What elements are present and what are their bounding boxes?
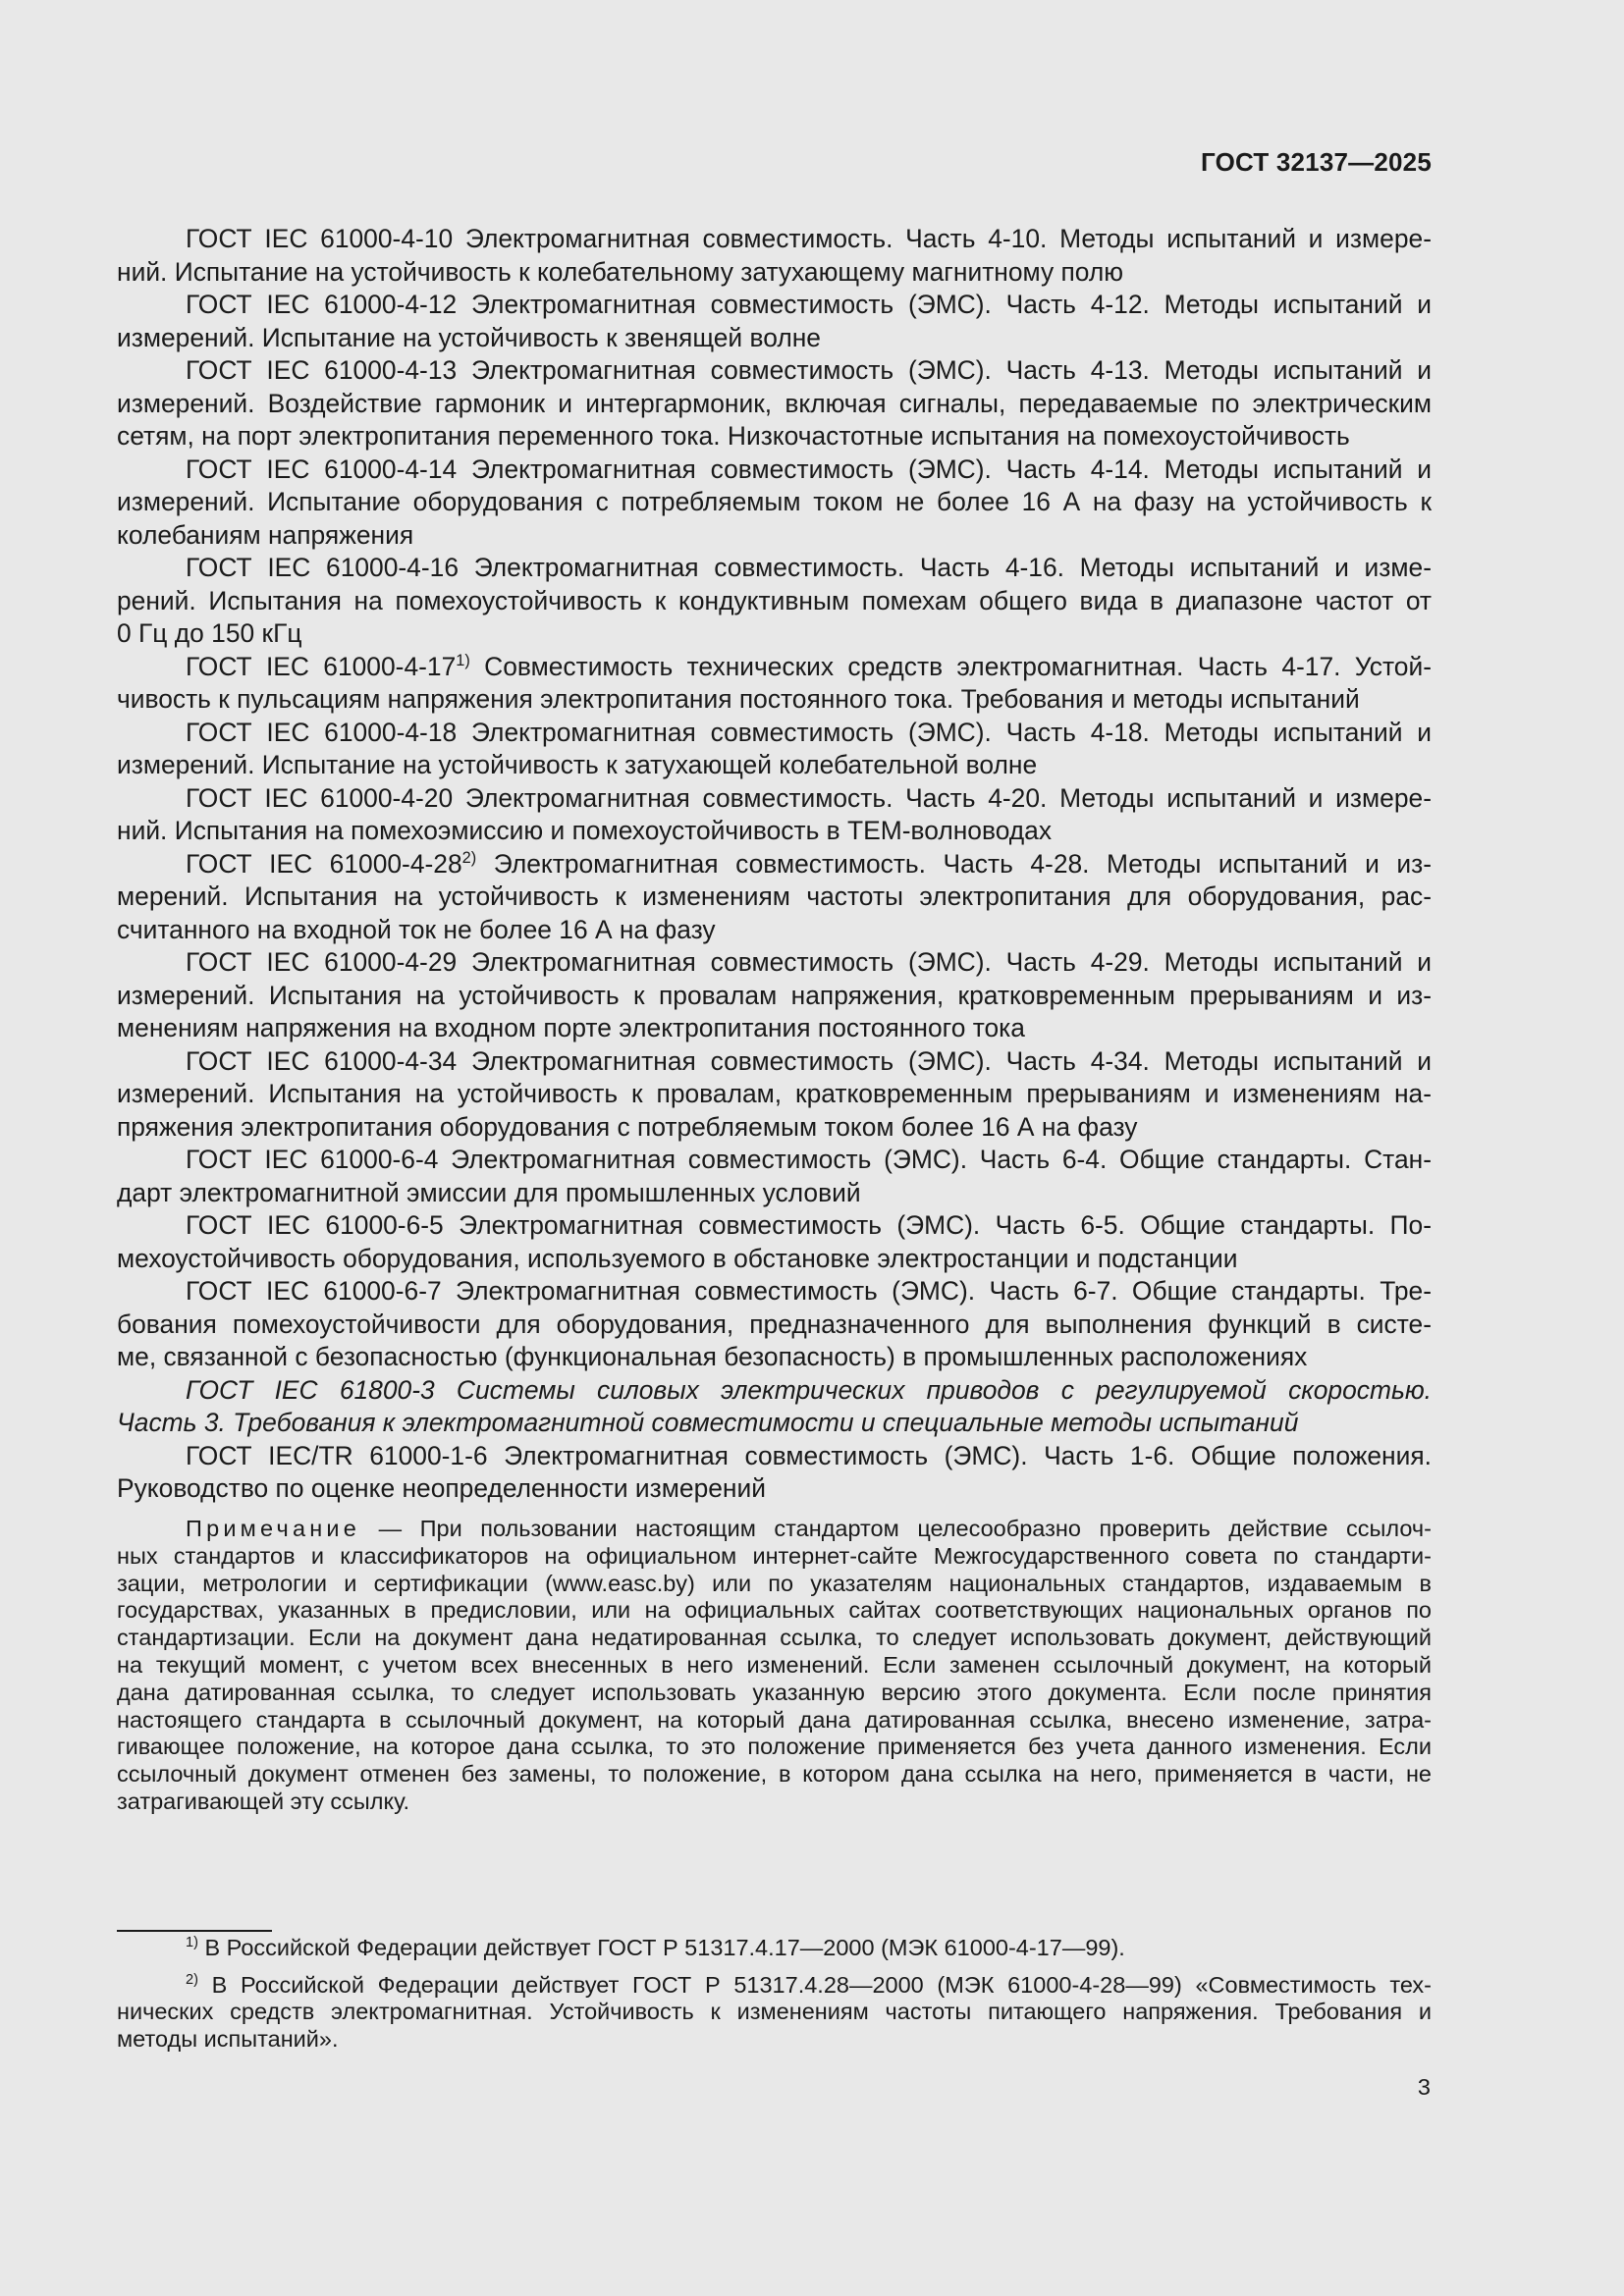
reference-text: Совместимость технических средств электромагнитная. Часть 4-17. Устой- [469, 651, 1432, 681]
footnote-separator [117, 1930, 272, 1932]
footnote-text: В Российской Федерации действует ГОСТ Р 51317.4.17—2000 (МЭК 61000-4-17—99). [197, 1935, 1125, 1960]
footnote-marker: 1) [186, 1935, 198, 1951]
reference-item [117, 454, 1432, 553]
footnote-marker: 2) [186, 1971, 198, 1988]
note-line: дана датированная ссылка, то следует использовать указанную версию этого документа. Если после принятия [117, 1679, 1432, 1705]
reference-line: ГОСТ IEC 61000-4-10 Электромагнитная совместимость. Часть 4-10. Методы испытаний и измере- [186, 224, 1432, 253]
footnote-marker: 1) [456, 651, 470, 669]
note-line: государствах, указанных в предисловии, или на официальных сайтах соответствующих национальных органов по [117, 1597, 1432, 1624]
reference-line: ний. Испытания на помехоэмиссию и помехоустойчивость в ТЕМ-волноводах [117, 816, 1053, 845]
reference-line: ГОСТ IEC 61000-4-29 Электромагнитная совместимость (ЭМС). Часть 4-29. Методы испытаний и [186, 947, 1432, 977]
reference-line [117, 848, 1432, 881]
reference-line: ГОСТ IEC 61000-4-34 Электромагнитная совместимость (ЭМС). Часть 4-34. Методы испытаний и [186, 1045, 1432, 1076]
reference-item [117, 848, 1432, 947]
reference-line: ГОСТ IEC 61000-4-20 Электромагнитная совместимость. Часть 4-20. Методы испытаний и измере- [186, 782, 1432, 813]
reference-line: ГОСТ IEC/TR 61000-1-6 Электромагнитная совместимость (ЭМС). Часть 1-6. Общие положения. [186, 1440, 1432, 1470]
note-line: ных стандартов и классификаторов на официальном интернет-сайте Межгосударственного совета по стандарти- [117, 1542, 1432, 1569]
footnote-line: методы испытаний». [117, 2025, 339, 2052]
reference-item [117, 354, 1432, 454]
reference-line: измерений. Испытания на устойчивость к провалам напряжения, кратковременным прерываниям и из- [117, 980, 1432, 1010]
note-line [117, 1516, 1432, 1543]
reference-line: бования помехоустойчивости для оборудования, предназначенного для выполнения функций в систе- [117, 1308, 1432, 1339]
reference-item [117, 1275, 1432, 1374]
footnote-text: В Российской Федерации действует ГОСТ Р 51317.4.28—2000 (МЭК 61000-4-28—99) «Совместимость тех- [197, 1971, 1432, 1998]
reference-line: мерений. Испытания на устойчивость к изменениям частоты электропитания для оборудования, рас- [117, 881, 1432, 911]
reference-item [117, 1144, 1432, 1209]
reference-item [117, 1440, 1432, 1506]
reference-line: колебаниям напряжения [117, 519, 414, 550]
reference-line: измерений. Испытание на устойчивость к затухающей колебательной волне [117, 750, 1038, 779]
reference-item [117, 782, 1432, 848]
note-line: затрагивающей эту ссылку. [117, 1788, 409, 1814]
reference-line: ГОСТ IEC 61000-4-18 Электромагнитная совместимость (ЭМС). Часть 4-18. Методы испытаний и [186, 717, 1432, 747]
reference-line: мехоустойчивость оборудования, используемого в обстановке электростанции и подстанции [117, 1243, 1238, 1273]
footnotes-block [117, 1935, 1432, 2053]
reference-line: ГОСТ IEC 61800-3 Системы силовых электрических приводов с регулируемой скоростью. [186, 1374, 1432, 1405]
reference-line: ний. Испытание на устойчивость к колебательному затухающему магнитному полю [117, 256, 1124, 287]
reference-item [117, 289, 1432, 354]
reference-line: рений. Испытания на помехоустойчивость к кондуктивным помехам общего вида в диапазоне частот от [117, 585, 1432, 615]
footnote-line [117, 1972, 1432, 2000]
note-line: гивающее положение, на которое дана ссылка, то это положение применяется без учета данного изменения. Если [117, 1734, 1432, 1760]
reference-line: измерений. Воздействие гармоник и интергармоник, включая сигналы, передаваемые по электрическим [117, 388, 1432, 418]
reference-line: ГОСТ IEC 61000-6-4 Электромагнитная совместимость (ЭМС). Часть 6-4. Общие стандарты. Стан- [186, 1145, 1432, 1174]
reference-line: менениям напряжения на входном порте электропитания постоянного тока [117, 1013, 1025, 1042]
reference-item [117, 552, 1432, 651]
note-line: на текущий момент, с учетом всех внесенных в него изменений. Если заменен ссылочный документ, на который [117, 1651, 1432, 1678]
document-header-title: ГОСТ 32137—2025 [1201, 147, 1432, 177]
footnote-marker: 2) [461, 848, 477, 867]
note-line: ссылочный документ отменен без замены, то положение, в котором дана ссылка на него, применяется в части, не [117, 1761, 1432, 1788]
reference-line: ГОСТ IEC 61000-4-16 Электромагнитная совместимость. Часть 4-16. Методы испытаний и изме- [186, 553, 1432, 582]
reference-line: ГОСТ IEC 61000-6-5 Электромагнитная совместимость (ЭМС). Часть 6-5. Общие стандарты. По- [186, 1210, 1432, 1240]
reference-item [117, 1045, 1432, 1145]
reference-line: ГОСТ IEC 61000-4-12 Электромагнитная совместимость (ЭМС). Часть 4-12. Методы испытаний и [186, 290, 1432, 319]
reference-line: чивость к пульсациям напряжения электропитания постоянного тока. Требования и методы испытаний [117, 684, 1360, 714]
reference-item [117, 946, 1432, 1045]
footnote-item [117, 1935, 1432, 1962]
note-label: Примечание [186, 1516, 361, 1541]
reference-line: Руководство по оценке неопределенности измерений [117, 1473, 766, 1503]
footnote-item [117, 1972, 1432, 2054]
reference-line: Часть 3. Требования к электромагнитной совместимости и специальные методы испытаний [117, 1408, 1299, 1437]
reference-line: 0 Гц до 150 кГц [117, 618, 302, 648]
reference-line [117, 651, 1432, 684]
reference-line: ГОСТ IEC 61000-4-14 Электромагнитная совместимость (ЭМС). Часть 4-14. Методы испытаний и [186, 454, 1432, 484]
reference-text: Электромагнитная совместимость. Часть 4-28. Методы испытаний и из- [476, 848, 1432, 879]
reference-line: измерений. Испытания на устойчивость к провалам, кратковременным прерываниям и изменениям на- [117, 1079, 1432, 1108]
reference-line: сетям, на порт электропитания переменного тока. Низкочастотные испытания на помехоустойчивость [117, 421, 1350, 451]
reference-item [117, 1374, 1432, 1440]
reference-line: ме, связанной с безопасностью (функциональная безопасность) в промышленных расположениях [117, 1342, 1308, 1371]
reference-line: ГОСТ IEC 61000-4-13 Электромагнитная совместимость (ЭМС). Часть 4-13. Методы испытаний и [186, 355, 1432, 385]
reference-item [117, 717, 1432, 782]
reference-line: измерений. Испытание оборудования с потребляемым током не более 16 А на фазу на устойчивость к [117, 487, 1432, 516]
note-line: настоящего стандарта в ссылочный документ, на который дана датированная ссылка, внесено изменение, затра- [117, 1706, 1432, 1733]
reference-line: ГОСТ IEC 61000-6-7 Электромагнитная совместимость (ЭМС). Часть 6-7. Общие стандарты. Тре- [186, 1276, 1432, 1306]
reference-line: дарт электромагнитной эмиссии для промышленных условий [117, 1177, 861, 1207]
reference-line: измерений. Испытание на устойчивость к звенящей волне [117, 322, 821, 352]
footnote-spacer [117, 1962, 1432, 1972]
note-line: зации, метрологии и сертификации (www.easc.by) или по указателям национальных стандартов, издаваемым в [117, 1570, 1432, 1596]
footnote-line: нических средств электромагнитная. Устойчивость к изменениям частоты питающего напряжения. Требования и [117, 1999, 1432, 2024]
note-text: — При пользовании настоящим стандартом целесообразно проверить действие ссылоч- [360, 1516, 1432, 1541]
page-number: 3 [1417, 2074, 1431, 2100]
note-line: стандартизации. Если на документ дана недатированная ссылка, то следует использовать документ, действующий [117, 1625, 1432, 1651]
reference-line: пряжения электропитания оборудования с потребляемым током более 16 А на фазу [117, 1111, 1138, 1142]
normative-references-list [117, 223, 1432, 1506]
footnote-line [117, 1935, 1432, 1962]
reference-item [117, 223, 1432, 289]
reference-line: считанного на входной ток не более 16 А на фазу [117, 914, 716, 944]
reference-code: ГОСТ IEC 61000-4-28 [186, 848, 462, 879]
reference-item [117, 651, 1432, 717]
reference-item [117, 1209, 1432, 1275]
note-block [117, 1516, 1432, 1816]
reference-code: ГОСТ IEC 61000-4-17 [186, 651, 457, 681]
